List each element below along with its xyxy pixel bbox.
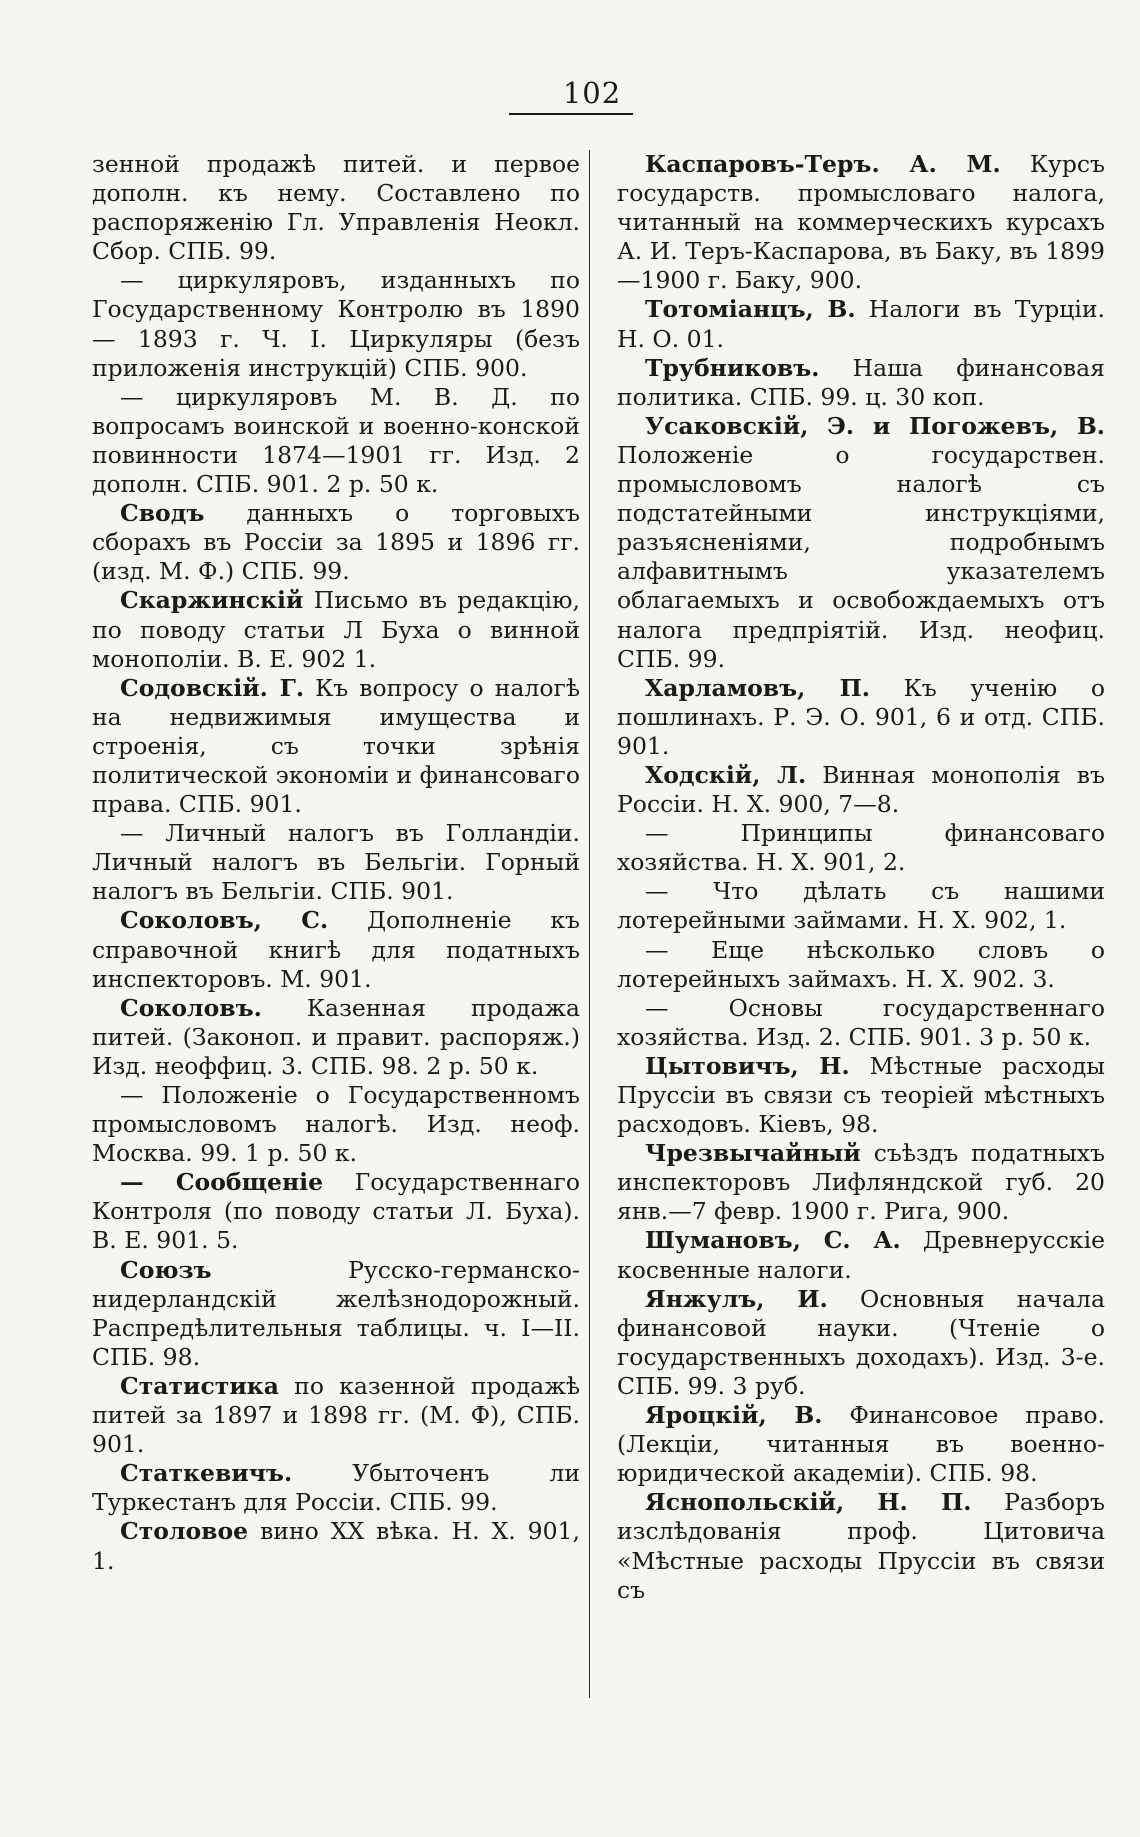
- entry-author: Трубниковъ.: [645, 353, 820, 382]
- entry-author: Усаковскій, Э. и Погожевъ, В.: [645, 411, 1105, 440]
- bibliography-entry: [92, 586, 580, 673]
- bibliography-entry: [92, 1256, 580, 1372]
- entry-author: Яроцкій, В.: [645, 1401, 823, 1430]
- entry-author: Яснопольскій, Н. П.: [645, 1488, 972, 1517]
- entry-text: Основныя начала финансовой науки. (Чтеніе о государственныхъ доходахъ). Изд. 3-е. СПБ. 99. 3 руб.: [617, 1284, 1105, 1400]
- entry-text: — Основы государственнаго хозяйства. Изд. 2. СПБ. 901. 3 р. 50 к.: [617, 993, 1105, 1051]
- entry-text: — Личный налогъ въ Голландіи. Личный налогъ въ Бельгіи. Горный налогъ въ Бельгіи. СПБ. 901.: [92, 819, 580, 906]
- bibliography-entry: [617, 1488, 1105, 1604]
- entry-author: Шумановъ, С. А.: [645, 1226, 901, 1255]
- entry-text: Казенная продажа питей. (Законоп. и правит. распоряж.) Изд. неоффиц. 3. СПБ. 98. 2 р. 50 к.: [92, 993, 580, 1080]
- bibliography-entry: [617, 936, 1105, 994]
- bibliography-entry: [617, 1285, 1105, 1401]
- entry-text: Мѣстные расходы Пруссіи въ связи съ теоріей мѣстныхъ расходовъ. Кіевъ, 98.: [617, 1051, 1105, 1139]
- entry-author: Сводъ: [120, 499, 205, 528]
- bibliography-entry: [92, 906, 580, 993]
- bibliography-entry: [92, 1168, 580, 1255]
- entry-author: Скаржинскій: [120, 586, 304, 615]
- bibliography-entry: [92, 994, 580, 1081]
- bibliography-entry: [92, 1459, 580, 1517]
- entry-author: Ходскій, Л.: [645, 760, 807, 789]
- entry-author: Столовое: [120, 1517, 249, 1546]
- entry-author: — Сообщеніе: [120, 1168, 324, 1197]
- bibliography-entry: [617, 1226, 1105, 1284]
- entry-text: Положеніе о государствен. промысловомъ налогѣ съ подстатейными инструкціями, разъясненіями, подробнымъ алфавитнымъ указателемъ облагаемыхъ и освобождаемыхъ отъ налога предпріятій. Изд. неофиц. СПБ. 99.: [617, 440, 1105, 673]
- column-divider: [589, 150, 590, 1698]
- entry-author: Соколовъ.: [120, 993, 262, 1022]
- entry-text: Письмо въ редакцію, по поводу статьи Л Буха о винной монополіи. В. Е. 902 1.: [92, 586, 580, 673]
- right-column: [617, 150, 1105, 1605]
- header-rule: [509, 113, 633, 115]
- entry-text: — Принципы финансоваго хозяйства. Н. Х. 901, 2.: [617, 819, 1105, 877]
- entry-author: Соколовъ, С.: [120, 906, 329, 935]
- bibliography-entry: [617, 150, 1105, 295]
- entry-author: Статкевичъ.: [120, 1459, 293, 1488]
- bibliography-entry: [617, 819, 1105, 877]
- bibliography-entry: [617, 354, 1105, 412]
- entry-text: Финансовое право. (Лекціи, читанныя въ военно-юридической академіи). СПБ. 98.: [617, 1401, 1105, 1488]
- left-column: [92, 150, 580, 1576]
- entry-text: Дополненіе къ справочной книгѣ для податныхъ инспекторовъ. М. 901.: [92, 906, 580, 993]
- bibliography-entry: [617, 761, 1105, 819]
- bibliography-entry: [617, 295, 1105, 353]
- entry-text: вино XX вѣка. Н. Х. 901, 1.: [92, 1517, 580, 1575]
- bibliography-entry: [617, 412, 1105, 674]
- bibliography-entry: [617, 1052, 1105, 1139]
- bibliography-entry: [92, 1081, 580, 1168]
- entry-text: Наша финансовая политика. СПБ. 99. ц. 30 коп.: [617, 353, 1105, 411]
- entry-text: Государственнаго Контроля (по поводу статьи Л. Буха). В. Е. 901. 5.: [92, 1168, 580, 1255]
- entry-text: — Положеніе о Государственномъ промысловомъ налогѣ. Изд. неоф. Москва. 99. 1 р. 50 к.: [92, 1081, 580, 1168]
- bibliography-entry: [92, 1517, 580, 1575]
- entry-text: Налоги въ Турціи. Н. О. 01.: [617, 295, 1105, 353]
- entry-text: Винная монополія въ Россіи. Н. Х. 900, 7—8.: [617, 760, 1105, 819]
- entry-text: Къ вопросу о налогѣ на недвижимыя имущества и строенія, съ точки зрѣнія политической экономіи и финансоваго права. СПБ. 901.: [92, 673, 580, 819]
- entry-author: Содовскій. Г.: [120, 673, 305, 702]
- bibliography-entry: [92, 1372, 580, 1459]
- bibliography-entry: [617, 674, 1105, 761]
- bibliography-entry: [617, 877, 1105, 935]
- entry-author: Статистика: [120, 1371, 279, 1400]
- bibliography-entry: [617, 1139, 1105, 1226]
- entry-author: Каспаровъ-Теръ. А. М.: [645, 150, 1001, 178]
- entry-text: Древнерусскіе косвенные налоги.: [617, 1226, 1105, 1284]
- entry-text: Русско-германско-нидерландскій желѣзнодорожный. Распредѣлительныя таблицы. ч. I—II. СПБ. 98.: [92, 1255, 580, 1371]
- entry-text: — Что дѣлать съ нашими лотерейными займами. Н. Х. 902, 1.: [617, 877, 1105, 935]
- bibliography-entry: [92, 499, 580, 586]
- entry-text: — циркуляровъ М. В. Д. по вопросамъ воинской и военно-конской повинности 1874—1901 гг. Изд. 2 дополн. СПБ. 901. 2 р. 50 к.: [92, 382, 580, 499]
- bibliography-entry: [92, 674, 580, 819]
- bibliography-entry: [92, 150, 580, 266]
- entry-author: Янжулъ, И.: [645, 1284, 828, 1313]
- entry-text: — Еще нѣсколько словъ о лотерейныхъ займахъ. Н. Х. 902. 3.: [617, 935, 1105, 993]
- bibliography-entry: [92, 819, 580, 906]
- bibliography-entry: [92, 266, 580, 382]
- entry-text: — циркуляровъ, изданныхъ по Государственному Контролю въ 1890 — 1893 г. Ч. I. Циркуляры (безъ приложенія инструкцій) СПБ. 900.: [92, 266, 580, 382]
- entry-text: Курсъ государств. промысловаго налога, читанный на коммерческихъ курсахъ А. И. Теръ-Каспарова, въ Баку, въ 1899—1900 г. Баку, 900.: [617, 150, 1105, 295]
- entry-author: Чрезвычайный: [645, 1139, 861, 1168]
- entry-text: Къ ученію о пошлинахъ. Р. Э. О. 901, 6 и отд. СПБ. 901.: [617, 673, 1105, 760]
- entry-text: Разборъ изслѣдованія проф. Цитовича «Мѣстные расходы Пруссіи въ связи съ: [617, 1488, 1105, 1604]
- bibliography-entry: [617, 994, 1105, 1052]
- entry-text: данныхъ о торговыхъ сборахъ въ Россіи за 1895 и 1896 гг. (изд. М. Ф.) СПБ. 99.: [92, 499, 580, 586]
- entry-text: Убыточенъ ли Туркестанъ для Россіи. СПБ. 99.: [92, 1459, 580, 1517]
- page-number: 102: [562, 76, 622, 110]
- entry-author: Тотоміанцъ, В.: [645, 295, 856, 324]
- entry-author: Союзъ: [120, 1255, 212, 1284]
- bibliography-entry: [617, 1401, 1105, 1488]
- entry-author: Цытовичъ, Н.: [645, 1051, 850, 1080]
- entry-author: Харламовъ, П.: [645, 673, 870, 702]
- entry-text: зенной продажѣ питей. и первое дополн. къ нему. Составлено по распоряженію Гл. Управленія Неокл. Сбор. СПБ. 99.: [92, 150, 580, 266]
- bibliography-entry: [92, 383, 580, 499]
- entry-text: по казенной продажѣ питей за 1897 и 1898 гг. (М. Ф), СПБ. 901.: [92, 1371, 580, 1459]
- entry-text: съѣздъ податныхъ инспекторовъ Лифляндской губ. 20 янв.—7 февр. 1900 г. Рига, 900.: [617, 1139, 1105, 1226]
